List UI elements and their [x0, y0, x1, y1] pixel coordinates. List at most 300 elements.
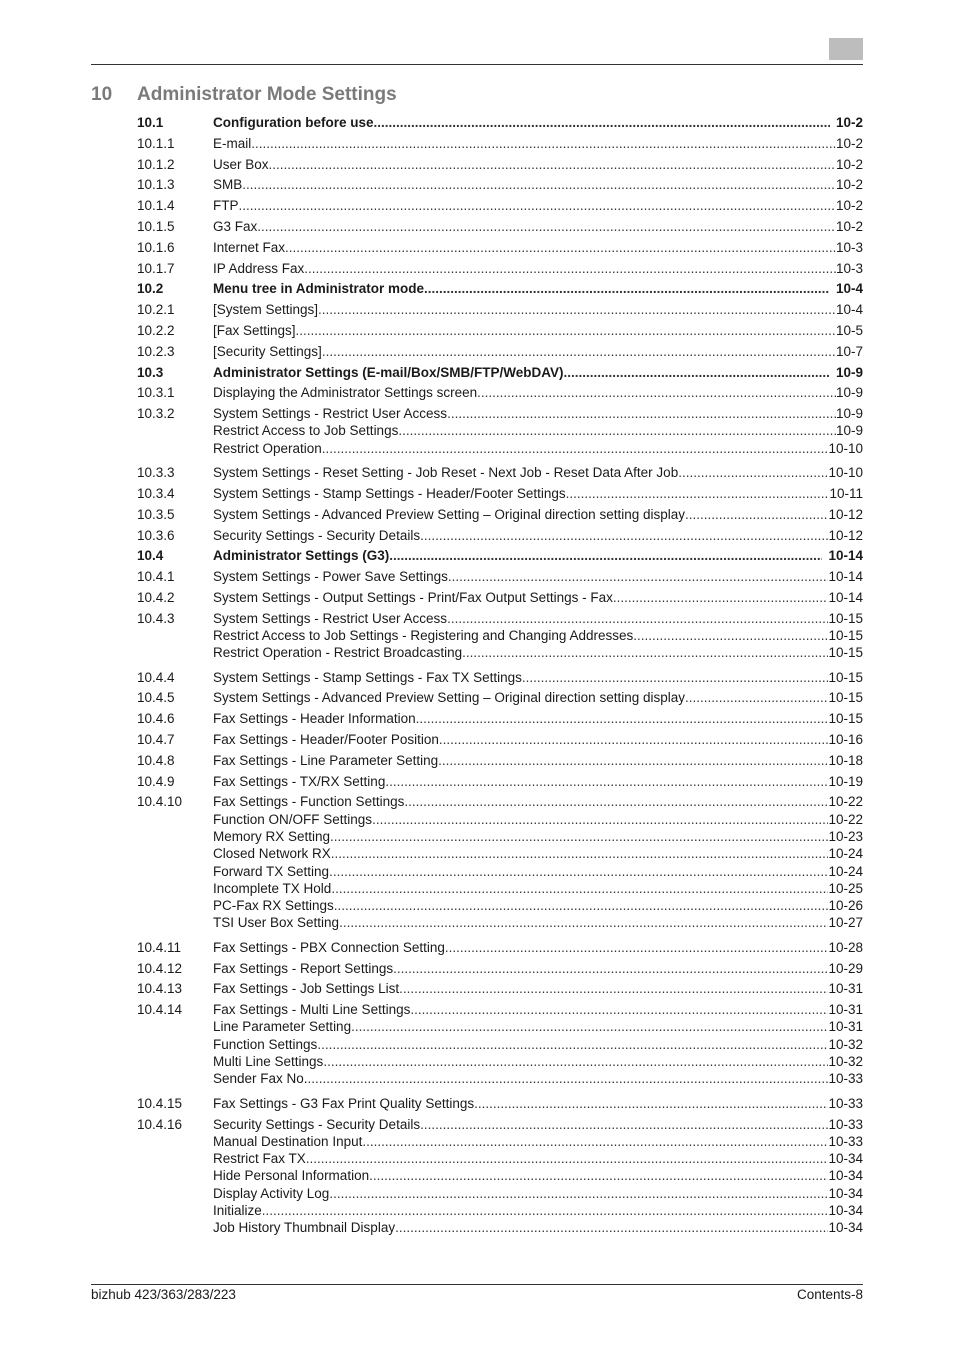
toc-page-number: 10-31 [828, 1002, 863, 1018]
toc-section-number: 10.4.2 [137, 589, 175, 605]
toc-row [137, 464, 863, 481]
toc-entry[interactable] [213, 135, 863, 152]
toc-sub-entry[interactable] [213, 1167, 863, 1184]
toc-page-number: 10-2 [835, 219, 863, 234]
toc-page-number: 10-23 [828, 828, 863, 844]
toc-row [137, 1095, 863, 1112]
toc-entry[interactable] [213, 384, 863, 401]
toc-section-number: 10.4.12 [137, 960, 183, 976]
toc-page-number: 10-27 [828, 915, 863, 931]
toc-row [137, 364, 863, 381]
dot-leader [410, 1001, 828, 1018]
toc-row [137, 589, 863, 606]
toc-page-number: 10-24 [828, 863, 863, 879]
toc-section-number: 10.3.3 [137, 465, 175, 481]
toc-page-number: 10-34 [828, 1202, 863, 1218]
dot-leader [685, 506, 828, 523]
dot-leader [318, 301, 836, 318]
toc-row [137, 669, 863, 686]
toc-entry-title: Restrict Operation [213, 440, 322, 456]
toc-sub-entry[interactable] [213, 644, 863, 661]
toc-entry[interactable] [213, 1001, 863, 1018]
toc-entry-title: [Security Settings] [213, 343, 322, 359]
toc-entry[interactable] [213, 731, 863, 748]
dot-leader [239, 197, 836, 214]
toc-sub-entry[interactable] [213, 811, 863, 828]
toc-row [137, 485, 863, 502]
toc-entry-title: Restrict Operation - Restrict Broadcasting [213, 645, 463, 661]
dot-leader [416, 710, 829, 727]
toc-page-number: 10-9 [835, 406, 863, 422]
toc-page-number: 10-34 [828, 1168, 863, 1184]
toc-page-number: 10-34 [828, 1151, 863, 1167]
toc-entry-title: Fax Settings - Report Settings [213, 960, 394, 976]
dot-leader [462, 644, 828, 661]
toc-page-number: 10-2 [835, 177, 863, 193]
dot-leader [317, 1036, 828, 1053]
toc-entry-title: Forward TX Setting [213, 863, 330, 879]
footer-page-number: Contents-8 [796, 1287, 863, 1302]
chapter-number: 10 [91, 84, 113, 105]
dot-leader [323, 1053, 828, 1070]
toc-section-number: 10.2.1 [137, 302, 175, 318]
toc-entry[interactable] [213, 527, 863, 544]
footer-rule [91, 1284, 863, 1285]
toc-page-number: 10-2 [835, 115, 863, 130]
toc-page-number: 10-15 [828, 669, 863, 685]
toc-entry-title: Closed Network RX [213, 846, 331, 862]
toc-entry[interactable] [213, 485, 863, 502]
toc-page-number: 10-31 [828, 981, 863, 997]
toc-sub-entry[interactable] [213, 440, 863, 457]
dot-leader [369, 1167, 828, 1184]
toc-entry-title: Internet Fax [213, 239, 286, 255]
toc-entry-title: Manual Destination Input [213, 1133, 363, 1149]
toc-row [137, 301, 863, 318]
toc-section-number: 10.4.7 [137, 732, 175, 747]
toc-page-number: 10-33 [828, 1095, 863, 1111]
dot-leader [296, 322, 836, 339]
toc-entry[interactable] [213, 547, 863, 564]
toc-entry-title: System Settings - Restrict User Access [213, 610, 448, 626]
toc-entry-title: Fax Settings - Header Information [213, 711, 416, 727]
toc-entry[interactable] [213, 239, 863, 256]
dot-leader [322, 440, 829, 457]
toc-sub-entry[interactable] [213, 1202, 863, 1219]
toc-page-number: 10-16 [828, 732, 863, 747]
toc-entry[interactable] [213, 710, 863, 727]
toc-page-number: 10-24 [828, 846, 863, 862]
toc-section-number: 10.1.3 [137, 177, 175, 193]
toc-section-number: 10.4.10 [137, 794, 183, 810]
toc-entry-title: Menu tree in Administrator mode [213, 281, 425, 297]
toc-page-number: 10-9 [835, 364, 863, 380]
toc-row [137, 710, 863, 727]
toc-page-number: 10-2 [835, 135, 863, 151]
dot-leader [329, 863, 828, 880]
toc-entry-title: Sender Fax No. [213, 1071, 308, 1087]
dot-leader [331, 880, 828, 897]
toc-row [137, 527, 863, 544]
toc-section-number: 10.4.9 [137, 773, 175, 789]
toc-page-number: 10-31 [828, 1019, 863, 1035]
toc-page-number: 10-3 [835, 260, 863, 276]
toc-entry-title: Fax Settings - Header/Footer Position [213, 732, 439, 747]
toc-sub-entry[interactable] [213, 1133, 863, 1150]
toc-section-number: 10.4.13 [137, 981, 183, 997]
toc-page-number: 10-15 [828, 690, 863, 706]
toc-row [137, 197, 863, 214]
toc-entry-title: System Settings - Restrict User Access [213, 406, 448, 422]
toc-page-number: 10-26 [828, 898, 863, 914]
toc-entry-title: G3 Fax [213, 219, 258, 234]
toc-entry-title: FTP [213, 198, 239, 214]
toc-section-number: 10.3.1 [137, 385, 175, 401]
toc-entry-title: Security Settings - Security Details [213, 1116, 421, 1132]
toc-entry-title: System Settings - Output Settings - Print/Fax Output Settings - Fax [213, 589, 613, 605]
toc-entry[interactable] [213, 669, 863, 686]
toc-entry-title: Fax Settings - TX/RX Setting [213, 773, 386, 789]
toc-entry-title: Displaying the Administrator Settings screen [213, 385, 478, 401]
dot-leader [339, 914, 828, 931]
toc-entry-title: Configuration before use [213, 115, 374, 130]
toc-page-number: 10-10 [828, 440, 863, 456]
toc-page-number: 10-15 [828, 627, 863, 643]
toc-entry-title: Fax Settings - Function Settings [213, 794, 405, 810]
toc-entry-title: Initialize [213, 1202, 262, 1218]
toc-page-number: 10-9 [835, 385, 863, 401]
dot-leader [439, 731, 829, 748]
toc-row [137, 731, 863, 748]
toc-row [137, 156, 863, 173]
chapter-title: Administrator Mode Settings [137, 84, 397, 105]
toc-sub-entry[interactable] [213, 422, 863, 439]
toc-sub-entry[interactable] [213, 1036, 863, 1053]
dot-leader [438, 752, 828, 769]
toc-page-number: 10-19 [828, 773, 863, 789]
dot-leader [420, 527, 828, 544]
footer-product-name: bizhub 423/363/283/223 [91, 1287, 236, 1302]
toc-entry[interactable] [213, 589, 863, 606]
toc-entry[interactable] [213, 197, 863, 214]
toc-section-number: 10.4.11 [137, 939, 182, 955]
toc-page-number: 10-3 [835, 239, 863, 255]
dot-leader [474, 1095, 828, 1112]
toc-entry[interactable] [213, 114, 863, 131]
dot-leader [251, 135, 836, 152]
toc-page-number: 10-22 [828, 811, 863, 827]
toc-entry-title: Line Parameter Setting [213, 1019, 352, 1035]
dot-leader [477, 384, 836, 401]
toc-entry[interactable] [213, 280, 863, 297]
toc-entry-title: Function ON/OFF Settings [213, 811, 373, 827]
toc-page-number: 10-15 [828, 645, 863, 661]
toc-page-number: 10-29 [828, 960, 863, 976]
dot-leader [399, 980, 828, 997]
toc-page-number: 10-4 [835, 281, 863, 297]
toc-section-number: 10.1.7 [137, 260, 175, 276]
dot-leader [331, 845, 829, 862]
toc-row [137, 135, 863, 152]
toc-entry-title: Multi Line Settings [213, 1054, 324, 1070]
toc-page-number: 10-33 [828, 1116, 863, 1132]
toc-entry-title: SMB [213, 177, 243, 193]
dot-leader [678, 464, 828, 481]
toc-row [137, 114, 863, 131]
toc-row [137, 547, 863, 564]
dot-leader [420, 1116, 828, 1133]
toc-entry[interactable] [213, 322, 863, 339]
toc-sub-entry[interactable] [213, 845, 863, 862]
dot-leader [398, 422, 836, 439]
toc-page-number: 10-7 [835, 343, 863, 359]
toc-entry[interactable] [213, 176, 863, 193]
toc-section-number: 10.4.6 [137, 711, 175, 727]
toc-entry-title: [System Settings] [213, 302, 319, 318]
dot-leader [685, 689, 828, 706]
toc-row [137, 939, 863, 956]
toc-entry-title: System Settings - Reset Setting - Job Reset - Next Job - Reset Data After Job [213, 465, 679, 481]
toc-sub-entry[interactable] [213, 627, 863, 644]
toc-row [137, 752, 863, 769]
toc-page-number: 10-12 [828, 527, 863, 543]
toc-entry-title: Administrator Settings (E-mail/Box/SMB/FTP/WebDAV) [213, 364, 564, 380]
toc-entry-title: Restrict Fax TX [213, 1151, 306, 1167]
toc-section-number: 10.4.8 [137, 752, 175, 768]
toc-page-number: 10-14 [828, 589, 863, 605]
toc-entry[interactable] [213, 260, 863, 277]
dot-leader [633, 627, 828, 644]
dot-leader [330, 828, 828, 845]
toc-entry-title: Fax Settings - G3 Fax Print Quality Settings [213, 1095, 475, 1111]
dot-leader [362, 1133, 828, 1150]
toc-section-number: 10.4.5 [137, 690, 175, 706]
toc-entry[interactable] [213, 939, 863, 956]
dot-leader [242, 176, 836, 193]
toc-sub-entry[interactable] [213, 880, 863, 897]
toc-row [137, 239, 863, 256]
toc-section-number: 10.2 [137, 281, 164, 297]
toc-entry[interactable] [213, 218, 863, 235]
toc-section-number: 10.3 [137, 364, 164, 380]
dot-leader [445, 939, 829, 956]
dot-leader [389, 547, 822, 564]
toc-entry-title: PC-Fax RX Settings [213, 898, 334, 914]
dot-leader [522, 669, 829, 686]
dot-leader [395, 1219, 828, 1236]
dot-leader [308, 1070, 829, 1087]
toc-page-number: 10-34 [828, 1185, 863, 1201]
toc-section-number: 10.1.5 [137, 219, 175, 234]
toc-row [137, 689, 863, 706]
toc-row [137, 384, 863, 401]
toc-sub-entry[interactable] [213, 1053, 863, 1070]
toc-section-number: 10.1 [137, 115, 164, 130]
toc-entry[interactable] [213, 752, 863, 769]
toc-entry-title: Restrict Access to Job Settings - Registering and Changing Addresses [213, 627, 634, 643]
toc-row [137, 405, 863, 457]
toc-section-number: 10.4 [137, 548, 164, 564]
toc-entry[interactable] [213, 610, 863, 627]
dot-leader [385, 773, 828, 790]
toc-page-number: 10-33 [828, 1071, 863, 1087]
toc-section-number: 10.4.4 [137, 669, 175, 685]
toc-section-number: 10.4.1 [137, 569, 175, 585]
toc-entry-title: [Fax Settings] [213, 323, 296, 338]
toc-row [137, 506, 863, 523]
toc-sub-entry[interactable] [213, 897, 863, 914]
dot-leader [257, 218, 836, 235]
toc-page-number: 10-5 [835, 323, 863, 338]
toc-entry-title: Display Activity Log [213, 1185, 330, 1201]
toc-entry-title: Administrator Settings (G3) [213, 548, 390, 564]
dot-leader [404, 793, 828, 810]
toc-sub-entry[interactable] [213, 828, 863, 845]
toc-page-number: 10-14 [828, 569, 863, 585]
toc-entry-title: Fax Settings - PBX Connection Setting [213, 939, 445, 955]
toc-section-number: 10.4.16 [137, 1116, 183, 1132]
toc-page-number: 10-4 [835, 302, 863, 318]
toc-entry-title: System Settings - Advanced Preview Setting – Original direction setting display [213, 506, 685, 522]
toc-page-number: 10-10 [828, 465, 863, 481]
toc-entry-title: Function Settings [213, 1036, 318, 1052]
toc-page-number: 10-2 [835, 156, 863, 172]
dot-leader [372, 811, 828, 828]
toc-entry-title: Restrict Access to Job Settings [213, 423, 399, 439]
toc-entry-title: Fax Settings - Job Settings List [213, 981, 400, 997]
toc-entry[interactable] [213, 960, 863, 977]
dot-leader [285, 239, 836, 256]
dot-leader [393, 960, 828, 977]
toc-sub-entry[interactable] [213, 1185, 863, 1202]
toc-entry[interactable] [213, 464, 863, 481]
toc-row [137, 280, 863, 297]
dot-leader [304, 260, 836, 277]
toc-entry[interactable] [213, 689, 863, 706]
toc-entry-title: Memory RX Setting [213, 828, 331, 844]
toc-row [137, 218, 863, 235]
toc-entry[interactable] [213, 773, 863, 790]
toc-entry[interactable] [213, 506, 863, 523]
toc-page-number: 10-2 [835, 198, 863, 214]
toc-entry[interactable] [213, 980, 863, 997]
dot-leader [262, 1202, 829, 1219]
toc-page-number: 10-11 [829, 485, 863, 501]
toc-page-number: 10-14 [828, 548, 863, 564]
toc-sub-entry[interactable] [213, 1150, 863, 1167]
dot-leader [613, 589, 829, 606]
dot-leader [334, 897, 829, 914]
toc-page-number: 10-12 [828, 506, 863, 522]
toc-section-number: 10.1.2 [137, 156, 175, 172]
toc-section-number: 10.2.2 [137, 323, 175, 338]
toc-section-number: 10.3.6 [137, 527, 175, 543]
toc-entry[interactable] [213, 301, 863, 318]
toc-section-number: 10.3.4 [137, 485, 175, 501]
toc-entry[interactable] [213, 793, 863, 810]
toc-entry-title: Fax Settings - Line Parameter Setting [213, 752, 439, 768]
toc-section-number: 10.3.5 [137, 506, 175, 522]
toc-entry-title: Hide Personal Information [213, 1168, 370, 1184]
dot-leader [424, 280, 830, 297]
toc-entry-title: Job History Thumbnail Display [213, 1220, 396, 1236]
toc-entry-title: IP Address Fax [213, 260, 305, 276]
toc-section-number: 10.2.3 [137, 343, 175, 359]
toc-page-number: 10-18 [828, 752, 863, 768]
toc-entry[interactable] [213, 405, 863, 422]
toc-entry[interactable] [213, 364, 863, 381]
dot-leader [269, 156, 836, 173]
toc-entry[interactable] [213, 343, 863, 360]
toc-row [137, 343, 863, 360]
toc-row [137, 568, 863, 585]
dot-leader [566, 485, 830, 502]
toc-row [137, 176, 863, 193]
toc-sub-entry[interactable] [213, 863, 863, 880]
toc-section-number: 10.4.15 [137, 1095, 183, 1111]
toc-page-number: 10-33 [828, 1133, 863, 1149]
dot-leader [447, 610, 828, 627]
toc-entry-title: Security Settings - Security Details [213, 527, 421, 543]
toc-page-number: 10-9 [835, 423, 863, 439]
toc-page-number: 10-32 [828, 1054, 863, 1070]
toc-entry-title: TSI User Box Setting [213, 915, 340, 931]
dot-leader [447, 405, 836, 422]
toc-entry[interactable] [213, 1116, 863, 1133]
header-rule [91, 64, 863, 65]
toc-entry-title: Incomplete TX Hold [213, 880, 332, 896]
toc-row [137, 1001, 863, 1087]
toc-entry-title: System Settings - Stamp Settings - Fax TX Settings [213, 669, 522, 685]
chapter-heading [91, 84, 397, 106]
toc-row [137, 773, 863, 790]
dot-leader [564, 364, 830, 381]
toc-entry-title: E-mail [213, 135, 252, 151]
toc-page-number: 10-15 [828, 711, 863, 727]
dot-leader [374, 114, 830, 131]
dot-leader [351, 1018, 828, 1035]
dot-leader [448, 568, 829, 585]
toc-entry-title: System Settings - Power Save Settings [213, 569, 448, 585]
toc-section-number: 10.1.4 [137, 198, 175, 214]
toc-sub-entry[interactable] [213, 1018, 863, 1035]
toc-section-number: 10.4.3 [137, 610, 175, 626]
toc-sub-entry[interactable] [213, 914, 863, 931]
toc-row [137, 980, 863, 997]
toc-entry-title: System Settings - Advanced Preview Setting – Original direction setting display [213, 690, 685, 706]
toc-section-number: 10.1.6 [137, 239, 175, 255]
toc-row [137, 1116, 863, 1237]
toc-section-number: 10.1.1 [137, 135, 175, 151]
toc-entry[interactable] [213, 156, 863, 173]
toc-entry[interactable] [213, 568, 863, 585]
toc-entry[interactable] [213, 1095, 863, 1112]
toc-sub-entry[interactable] [213, 1219, 863, 1236]
toc-sub-entry[interactable] [213, 1070, 863, 1087]
toc-row [137, 960, 863, 977]
page-corner-tab [829, 38, 863, 60]
toc-page-number: 10-32 [828, 1036, 863, 1052]
dot-leader [306, 1150, 829, 1167]
toc-row [137, 260, 863, 277]
toc-section-number: 10.4.14 [137, 1002, 183, 1018]
toc-row [137, 793, 863, 931]
dot-leader [329, 1185, 828, 1202]
toc-entry-title: User Box [213, 156, 269, 172]
toc-page-number: 10-25 [828, 880, 863, 896]
toc-row [137, 610, 863, 662]
toc-entry-title: System Settings - Stamp Settings - Header/Footer Settings [213, 485, 566, 501]
